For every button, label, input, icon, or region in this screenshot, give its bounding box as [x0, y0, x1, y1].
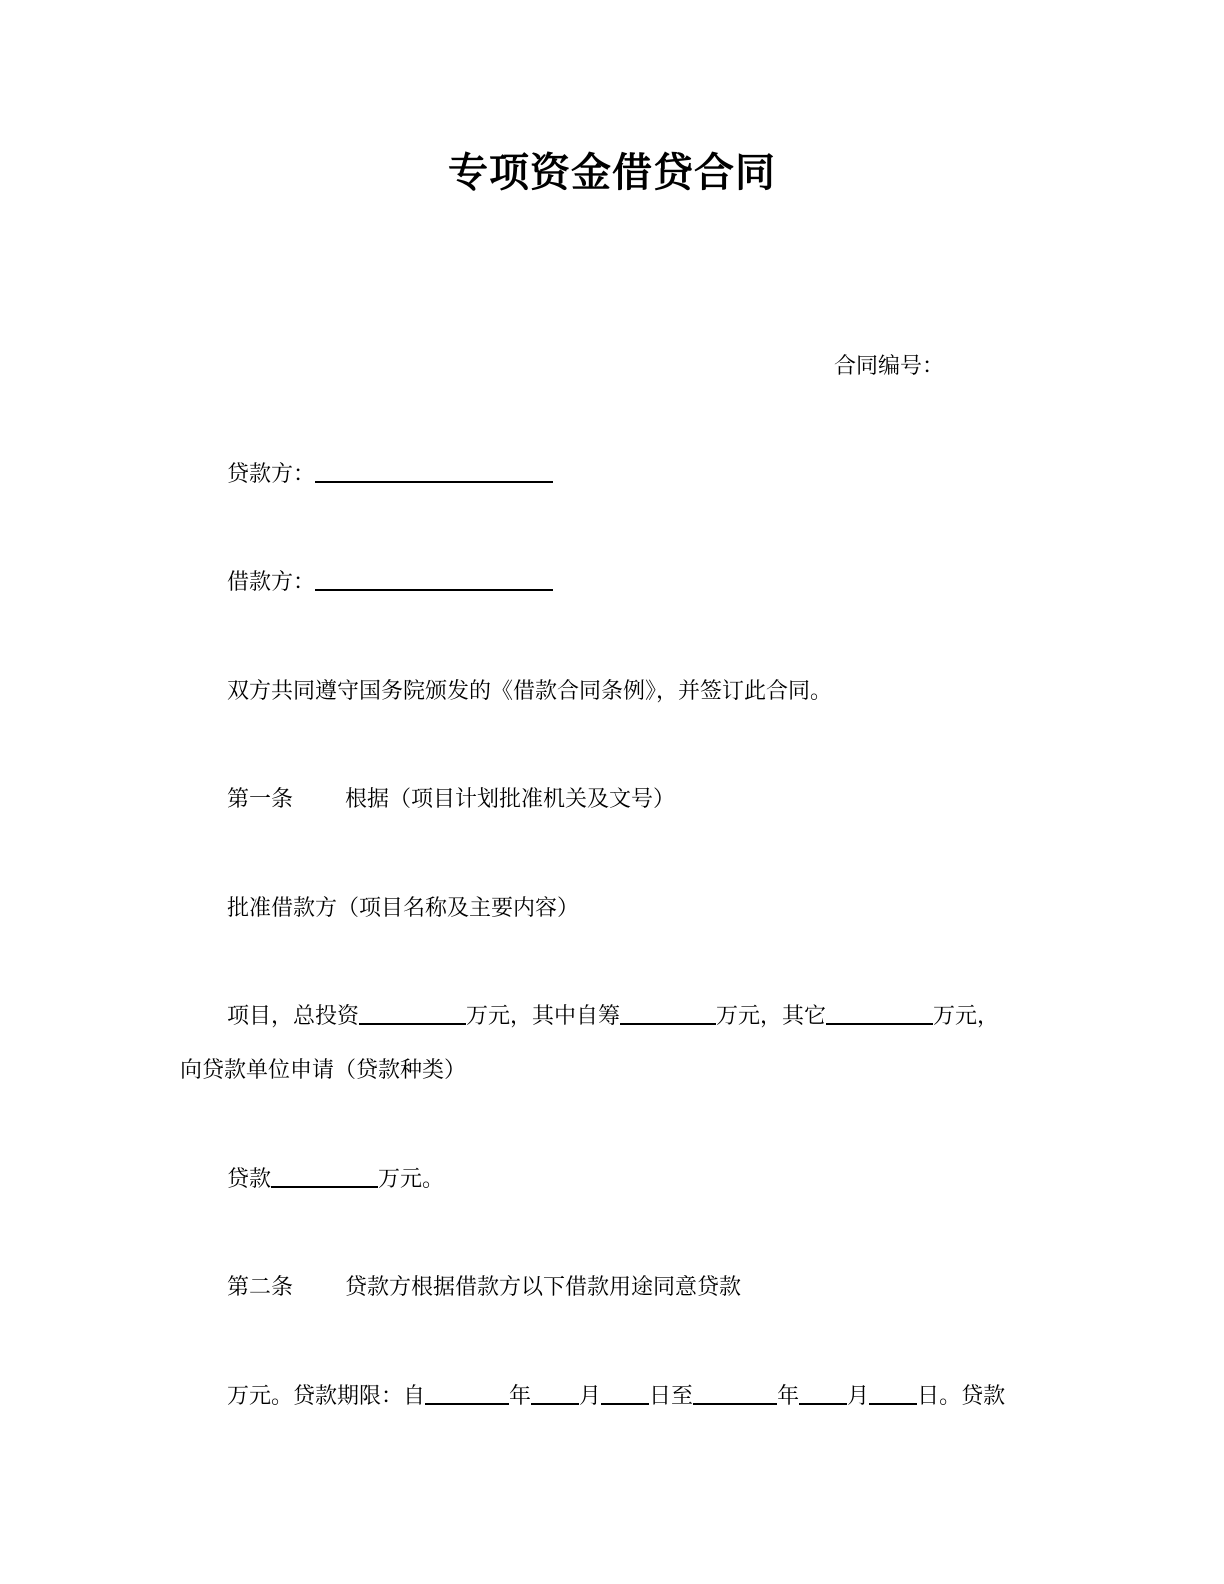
- term-day-to: 日至: [649, 1384, 694, 1409]
- loan-amount-blank[interactable]: [271, 1166, 378, 1188]
- lender-blank[interactable]: [315, 461, 553, 483]
- term-month-2: 月: [847, 1384, 870, 1409]
- article-1: [227, 785, 675, 815]
- article-2-text: 贷款方根据借款方以下借款用途同意贷款: [345, 1275, 742, 1300]
- loan-text-2: 万元。: [378, 1167, 445, 1192]
- lender-label: 贷款方：: [227, 462, 316, 487]
- contract-number-label: 合同编号：: [834, 354, 945, 379]
- term-end: 日。贷款: [917, 1384, 1006, 1409]
- start-month-blank[interactable]: [531, 1383, 579, 1405]
- self-raised-blank[interactable]: [620, 1003, 716, 1025]
- article-1-text: 根据（项目计划批准机关及文号）: [345, 787, 676, 812]
- article-2-number: 第二条: [227, 1275, 294, 1300]
- end-day-blank[interactable]: [869, 1383, 917, 1405]
- total-investment-blank[interactable]: [359, 1003, 466, 1025]
- term-year-1: 年: [509, 1384, 532, 1409]
- document-title: 专项资金借贷合同: [448, 150, 776, 196]
- loan-amount-line: [227, 1165, 444, 1195]
- start-day-blank[interactable]: [601, 1383, 649, 1405]
- start-year-blank[interactable]: [425, 1383, 509, 1405]
- project-text-2: 万元，其中自筹: [466, 1004, 621, 1029]
- loan-term-line: [227, 1382, 1005, 1412]
- term-month-1: 月: [579, 1384, 602, 1409]
- approve-line: 批准借款方（项目名称及主要内容）: [227, 896, 580, 921]
- borrower-label: 借款方：: [227, 570, 316, 595]
- project-line: [227, 1002, 999, 1032]
- project-text-3: 万元，其它: [716, 1004, 827, 1029]
- other-funds-blank[interactable]: [826, 1003, 933, 1025]
- borrower-blank[interactable]: [315, 569, 553, 591]
- borrower-line: [227, 568, 553, 598]
- article-1-number: 第一条: [227, 787, 294, 812]
- project-text-4: 万元，: [933, 1004, 1000, 1029]
- apply-line: 向贷款单位申请（贷款种类）: [180, 1058, 467, 1083]
- lender-line: [227, 460, 553, 490]
- term-year-2: 年: [777, 1384, 800, 1409]
- end-year-blank[interactable]: [693, 1383, 777, 1405]
- end-month-blank[interactable]: [799, 1383, 847, 1405]
- intro-paragraph: 双方共同遵守国务院颁发的《借款合同条例》，并签订此合同。: [227, 679, 833, 704]
- loan-text-1: 贷款: [227, 1167, 272, 1192]
- project-text-1: 项目，总投资: [227, 1004, 360, 1029]
- term-text-1: 万元。贷款期限：自: [227, 1384, 426, 1409]
- article-2: [227, 1273, 741, 1303]
